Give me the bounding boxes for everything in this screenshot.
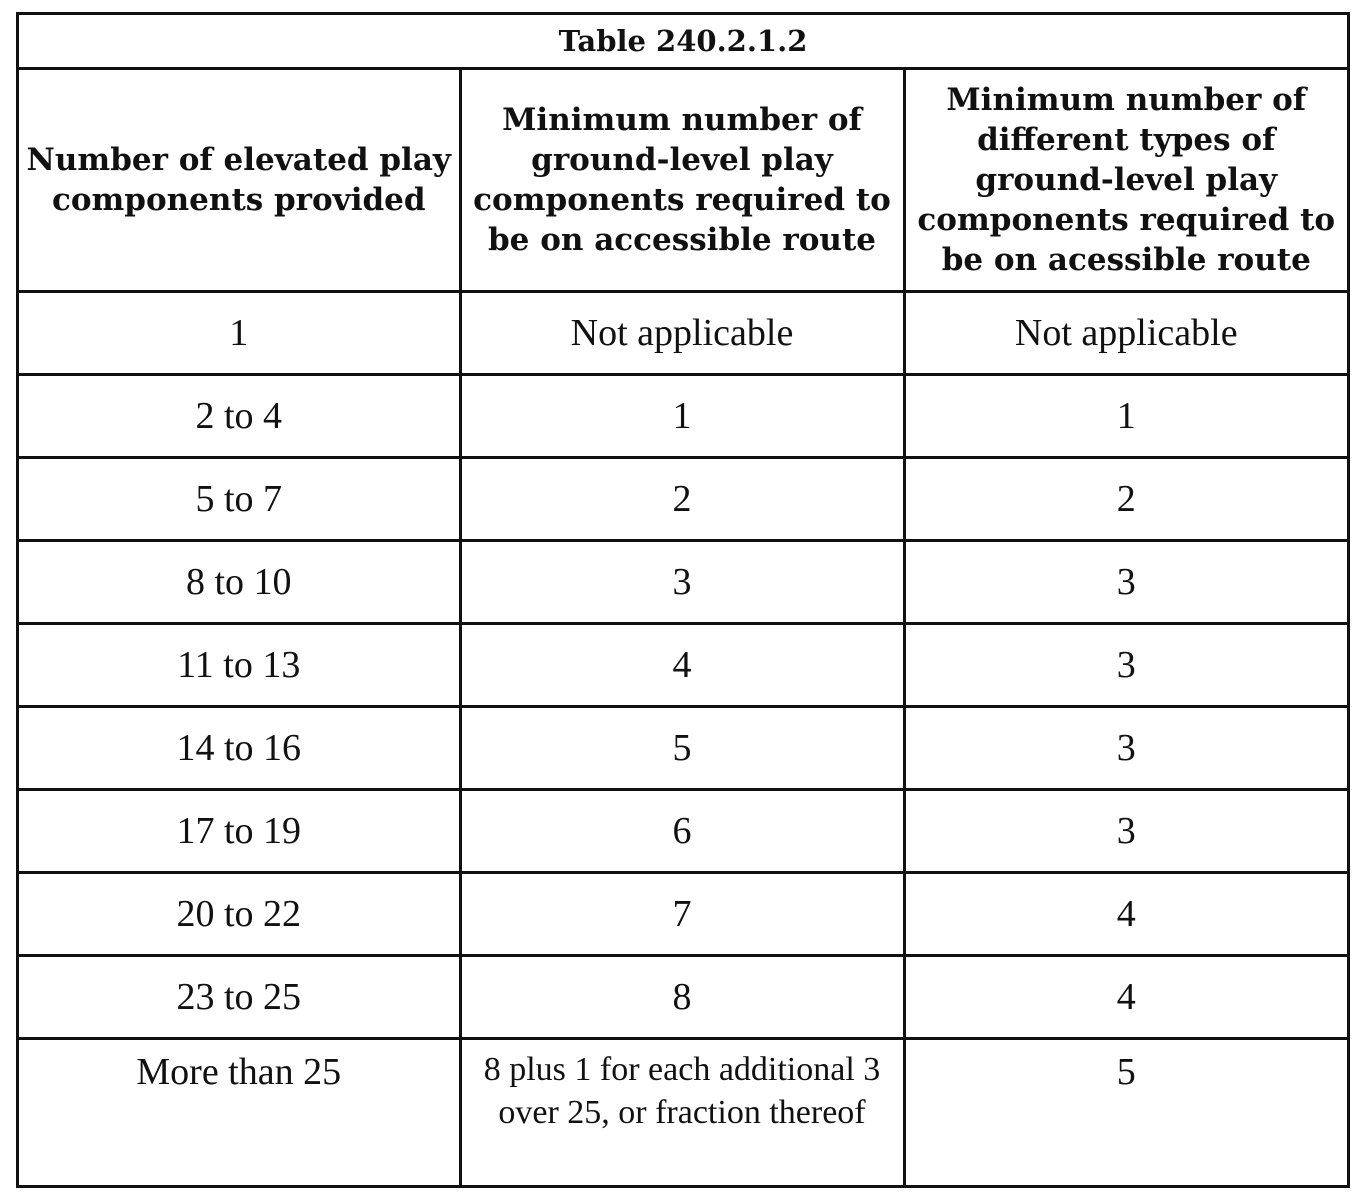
header-min-ground-level-types: Minimum number of different types of ground-level play components required to be on acessible route: [904, 69, 1347, 292]
cell-elevated: 8 to 10: [19, 541, 460, 624]
cell-elevated: 2 to 4: [19, 375, 460, 458]
table-title: Table 240.2.1.2: [19, 15, 1347, 69]
table-row: [19, 541, 1347, 624]
cell-types: 3: [904, 624, 1347, 707]
cell-elevated: 20 to 22: [19, 873, 460, 956]
cell-types: 3: [904, 790, 1347, 873]
cell-elevated: 17 to 19: [19, 790, 460, 873]
cell-elevated: 23 to 25: [19, 956, 460, 1039]
cell-types: Not applicable: [904, 292, 1347, 375]
cell-ground-level: 4: [460, 624, 904, 707]
cell-types: 4: [904, 956, 1347, 1039]
cell-types: 1: [904, 375, 1347, 458]
cell-elevated: 14 to 16: [19, 707, 460, 790]
cell-ground-level: 5: [460, 707, 904, 790]
requirements-table: [19, 15, 1347, 1186]
cell-types: 3: [904, 707, 1347, 790]
table-title-row: [19, 15, 1347, 69]
cell-ground-level: 1: [460, 375, 904, 458]
cell-ground-level: 6: [460, 790, 904, 873]
table-row: [19, 375, 1347, 458]
cell-ground-level: 8: [460, 956, 904, 1039]
cell-elevated: 5 to 7: [19, 458, 460, 541]
cell-elevated: 1: [19, 292, 460, 375]
cell-ground-level: 8 plus 1 for each additional 3 over 25, or fraction thereof: [460, 1039, 904, 1187]
cell-ground-level: Not applicable: [460, 292, 904, 375]
cell-ground-level: 2: [460, 458, 904, 541]
table-container: [16, 12, 1350, 1188]
table-row: [19, 707, 1347, 790]
header-min-ground-level-components: Minimum number of ground-level play components required to be on accessible route: [460, 69, 904, 292]
cell-ground-level: 7: [460, 873, 904, 956]
cell-types: 3: [904, 541, 1347, 624]
cell-elevated: More than 25: [19, 1039, 460, 1187]
cell-elevated: 11 to 13: [19, 624, 460, 707]
header-elevated-components: Number of elevated play components provided: [19, 69, 460, 292]
table-row: [19, 624, 1347, 707]
table-header-row: [19, 69, 1347, 292]
table-row: [19, 458, 1347, 541]
table-row: [19, 873, 1347, 956]
cell-types: 5: [904, 1039, 1347, 1187]
table-row: [19, 1039, 1347, 1187]
cell-types: 4: [904, 873, 1347, 956]
table-row: [19, 790, 1347, 873]
cell-ground-level: 3: [460, 541, 904, 624]
table-row: [19, 292, 1347, 375]
cell-types: 2: [904, 458, 1347, 541]
table-row: [19, 956, 1347, 1039]
